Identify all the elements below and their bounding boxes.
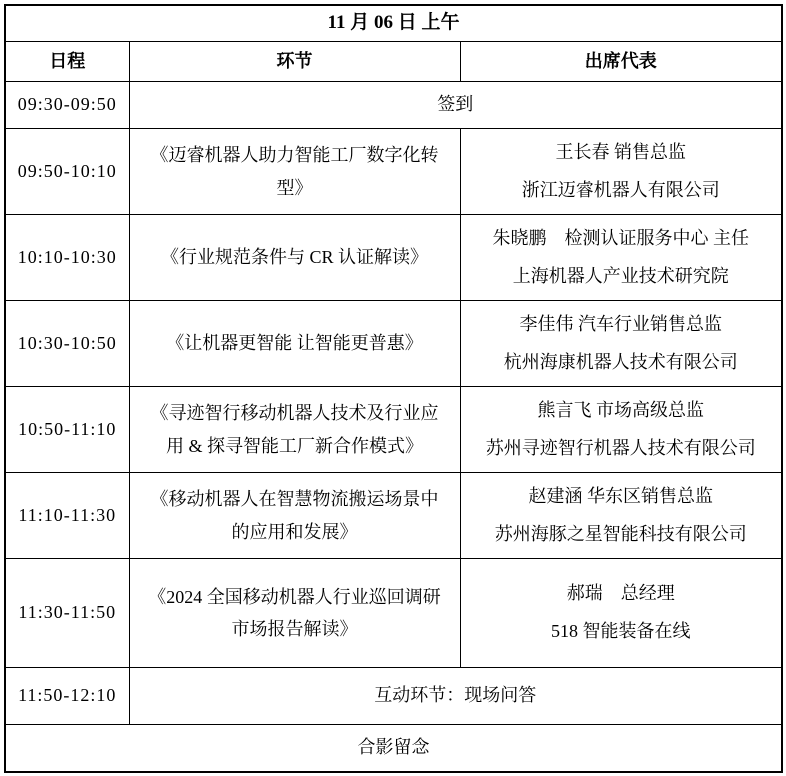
table-header-row [5, 42, 782, 82]
speaker-name-title: 赵建涵 华东区销售总监 [528, 485, 714, 506]
speaker-block [469, 142, 774, 201]
speaker-company: 苏州海豚之星智能科技有限公司 [494, 523, 747, 544]
table-title-row [5, 5, 782, 42]
speaker-company: 浙江迈睿机器人有限公司 [521, 179, 720, 200]
session-cell: 《行业规范条件与 CR 认证解读》 [129, 215, 460, 301]
time-cell: 09:30-09:50 [5, 82, 129, 129]
speaker-cell [460, 387, 782, 473]
table-row-photo [5, 725, 782, 773]
session-cell: 《2024 全国移动机器人行业巡回调研市场报告解读》 [129, 559, 460, 668]
speaker-cell [460, 473, 782, 559]
speaker-name-title: 朱晓鹏 检测认证服务中心 主任 [492, 227, 750, 248]
session-cell: 《迈睿机器人助力智能工厂数字化转型》 [129, 129, 460, 215]
speaker-name-title: 李佳伟 汽车行业销售总监 [519, 313, 723, 334]
time-cell: 11:30-11:50 [5, 559, 129, 668]
speaker-name-title: 王长春 销售总监 [555, 141, 687, 162]
column-header-representatives: 出席代表 [460, 42, 782, 82]
table-row-talk-1 [5, 129, 782, 215]
speaker-company: 杭州海康机器人技术有限公司 [503, 351, 738, 372]
speaker-block [469, 400, 774, 459]
table-row-talk-3 [5, 301, 782, 387]
table-row-talk-2 [5, 215, 782, 301]
column-header-session: 环节 [129, 42, 460, 82]
speaker-block [469, 486, 774, 545]
merged-cell-signin: 签到 [129, 82, 782, 129]
session-cell: 《移动机器人在智慧物流搬运场景中的应用和发展》 [129, 473, 460, 559]
time-cell: 11:50-12:10 [5, 668, 129, 725]
time-cell: 09:50-10:10 [5, 129, 129, 215]
speaker-block [469, 583, 774, 642]
speaker-cell [460, 129, 782, 215]
time-cell: 10:10-10:30 [5, 215, 129, 301]
table-title: 11 月 06 日 上午 [5, 5, 782, 42]
column-header-schedule: 日程 [5, 42, 129, 82]
time-cell: 11:10-11:30 [5, 473, 129, 559]
session-cell: 《让机器更智能 让智能更普惠》 [129, 301, 460, 387]
speaker-block [469, 228, 774, 287]
speaker-cell [460, 301, 782, 387]
session-cell: 《寻迹智行移动机器人技术及行业应用 & 探寻智能工厂新合作模式》 [129, 387, 460, 473]
schedule-table [4, 4, 783, 773]
speaker-block [469, 314, 774, 373]
table-row-talk-4 [5, 387, 782, 473]
time-cell: 10:50-11:10 [5, 387, 129, 473]
time-cell: 10:30-10:50 [5, 301, 129, 387]
table-row-talk-6 [5, 559, 782, 668]
speaker-company: 上海机器人产业技术研究院 [512, 265, 729, 286]
speaker-cell [460, 215, 782, 301]
table-row-qa [5, 668, 782, 725]
speaker-company: 518 智能装备在线 [551, 621, 691, 641]
merged-cell-qa: 互动环节：现场问答 [129, 668, 782, 725]
speaker-company: 苏州寻迹智行机器人技术有限公司 [485, 437, 756, 458]
merged-cell-photo: 合影留念 [5, 725, 782, 773]
speaker-cell [460, 559, 782, 668]
table-row-signin [5, 82, 782, 129]
table-row-talk-5 [5, 473, 782, 559]
speaker-name-title: 郝瑞 总经理 [566, 583, 675, 604]
speaker-name-title: 熊言飞 市场高级总监 [537, 399, 705, 420]
